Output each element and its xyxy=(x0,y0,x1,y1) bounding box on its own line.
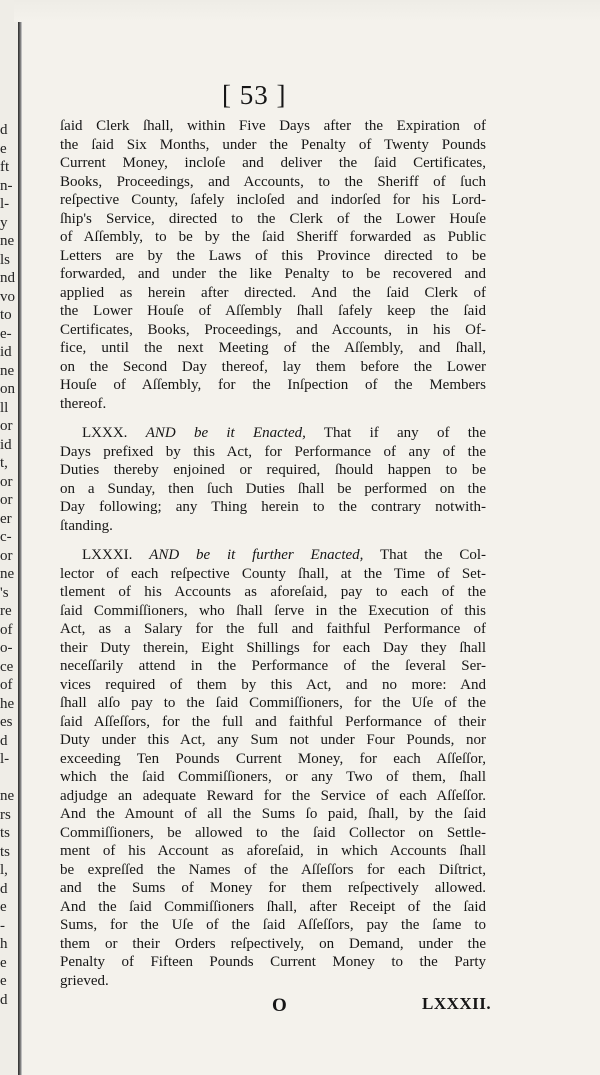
gutter-fragment: id xyxy=(0,344,12,360)
gutter-fragment: - xyxy=(0,917,5,934)
gutter-fragment: on xyxy=(0,381,15,397)
gutter-fragment: l- xyxy=(0,196,10,212)
gutter-fragment: or xyxy=(0,473,13,490)
text-line: Days prefixed by this Act, for Performance of any of the xyxy=(60,443,486,460)
section-lxxx-first-line xyxy=(60,424,486,443)
catchword: LXXXII. xyxy=(422,994,492,1013)
gutter-fragment: ft xyxy=(0,159,10,175)
text-line: forwarded, and under the like Penalty to be recovered and xyxy=(60,266,486,282)
text-line: them or their Orders reſpectively, on Demand, under the xyxy=(60,935,486,952)
text-line: ſaid Aſſeſſors, for the full and faithful Performance of their xyxy=(60,713,486,730)
text-line: on a Sunday, then ſuch Duties ſhall be performed on the xyxy=(60,480,486,497)
gutter-fragment: l, xyxy=(0,862,8,878)
text-line: Houſe of Aſſembly, for the Inſpection of the Members xyxy=(60,377,486,393)
gutter-fragment: of xyxy=(0,677,13,693)
gutter-fragment: 's xyxy=(0,584,9,601)
gutter-fragment: ts xyxy=(0,825,11,841)
section-lxxxi xyxy=(60,546,486,990)
gutter-fragment: d xyxy=(0,991,8,1008)
gutter-fragment: e xyxy=(0,973,7,989)
section-lxxx xyxy=(60,424,486,535)
gutter-fragment: o- xyxy=(0,640,13,656)
text-line: their Duty therein, Eight Shillings for each Day they ſhall xyxy=(60,639,486,656)
page-number: [ 53 ] xyxy=(222,80,287,110)
text-line: Books, Proceedings, and Accounts, to the Sheriff of ſuch xyxy=(60,173,486,190)
gutter-fragment: vo xyxy=(0,288,15,305)
gutter-fragment: rs xyxy=(0,806,11,823)
gutter-fragment: id xyxy=(0,436,12,453)
gutter-fragment: or xyxy=(0,547,13,564)
gutter-fragment: ne xyxy=(0,566,15,582)
gutter-fragment: er xyxy=(0,510,12,527)
text-line: Certificates, Books, Proceedings, and Accounts, in his Of- xyxy=(60,321,486,338)
gutter-fragment: ne xyxy=(0,233,15,249)
gutter-fragment: d xyxy=(0,732,8,749)
text-line: Day following; any Thing herein to the contrary notwith- xyxy=(60,499,486,515)
text-line: ſtanding. xyxy=(60,517,113,534)
text-line: fice, until the next Meeting of the Aſſembly, and ſhall, xyxy=(60,340,486,356)
gutter-fragment: or xyxy=(0,492,13,508)
section-lxxxi-formula: AND be it further Enacted, xyxy=(149,547,364,563)
gutter-fragment: ne xyxy=(0,362,15,379)
gutter-fragment: e xyxy=(0,899,7,915)
text-line: lector of each reſpective County ſhall, at the Time of Set- xyxy=(60,565,486,582)
text-line: And the Amount of all the Sums ſo paid, ſhall, by the ſaid xyxy=(60,806,486,822)
text-line: be expreſſed the Names of the Aſſeſſors for each Diſtrict, xyxy=(60,861,486,878)
section-lxxx-number: LXXX. xyxy=(82,425,128,441)
gutter-fragment: ne xyxy=(0,788,15,804)
gutter-fragment: t, xyxy=(0,455,8,471)
text-line: And the ſaid Commiſſioners ſhall, after Receipt of the ſaid xyxy=(60,898,486,915)
gutter-fragment: h xyxy=(0,936,8,952)
signature-mark: O xyxy=(272,995,287,1016)
text-line: thereof. xyxy=(60,395,107,412)
text-line: ſhip's Service, directed to the Clerk of the Lower Houſe xyxy=(60,210,486,227)
gutter-fragment: ls xyxy=(0,251,11,268)
gutter-fragment: of xyxy=(0,621,13,638)
text-line: tlement of his Accounts as aforeſaid, pay to each of the xyxy=(60,584,486,600)
text-line: applied as herein after directed. And the ſaid Clerk of xyxy=(60,284,486,301)
text-line: Act, as a Salary for the full and faithful Performance of xyxy=(60,621,486,637)
text-line: vices required of them by this Act, and no more: And xyxy=(60,676,486,693)
gutter-fragment: nd xyxy=(0,270,15,286)
text-line: the ſaid Six Months, under the Penalty of Twenty Pounds xyxy=(60,136,486,153)
text-line: on the Second Day thereof, lay them before the Lower xyxy=(60,358,486,375)
gutter-fragment: or xyxy=(0,418,13,434)
section-lxxxi-first-line xyxy=(60,546,486,565)
text-line: exceeding Ten Pounds Current Money, for each Aſſeſſor, xyxy=(60,750,486,767)
book-spine xyxy=(18,0,22,1075)
paragraph-continuation xyxy=(60,117,486,413)
text-line: ment of his Account as aforeſaid, in which Accounts ſhall xyxy=(60,843,486,859)
text-line: adjudge an adequate Reward for the Service of each Aſſeſſor. xyxy=(60,787,486,804)
section-lxxx-line: That if any of the xyxy=(323,425,487,441)
gutter-fragment: he xyxy=(0,695,15,712)
gutter-fragment: ll xyxy=(0,399,9,416)
gutter-fragment: to xyxy=(0,307,12,323)
text-line: ſaid Commiſſioners, who ſhall ſerve in the Execution of this xyxy=(60,602,486,619)
section-lxxxi-line: That the Col- xyxy=(379,547,487,563)
text-line: reſpective County, ſafely incloſed and indorſed for his Lord- xyxy=(60,192,486,208)
gutter-fragment: re xyxy=(0,603,12,619)
gutter-fragment: y xyxy=(0,214,8,231)
gutter-fragment: l- xyxy=(0,751,10,767)
text-line: ſhall alſo pay to the ſaid Commiſſioners, for the Uſe of the xyxy=(60,695,486,711)
text-line: ſaid Clerk ſhall, within Five Days after the Expiration of xyxy=(60,118,486,134)
page-top-edge xyxy=(14,0,600,22)
gutter-fragment: c- xyxy=(0,529,12,545)
text-line: of Aſſembly, to be by the ſaid Sheriff forwarded as Public xyxy=(60,229,486,245)
text-line: Duty under this Act, any Sum not under Four Pounds, nor xyxy=(60,732,486,748)
text-line: Commiſſioners, be allowed to the ſaid Collector on Settle- xyxy=(60,824,486,841)
gutter-fragment: es xyxy=(0,714,13,730)
text-line: and the Sums of Money for them reſpectively allowed. xyxy=(60,880,486,896)
text-line: Current Money, incloſe and deliver the ſaid Certificates, xyxy=(60,155,486,171)
text-line: Penalty of Fifteen Pounds Current Money to the Party xyxy=(60,954,486,970)
gutter-fragment: e- xyxy=(0,325,12,342)
text-line: Duties thereby enjoined or required, ſhould happen to be xyxy=(60,462,486,478)
text-line: neceſſarily attend in the Performance of the ſeveral Ser- xyxy=(60,658,486,674)
section-lxxx-formula: AND be it Enacted, xyxy=(145,425,306,441)
text-line: Letters are by the Laws of this Province directed to be xyxy=(60,247,486,264)
gutter-fragment: d xyxy=(0,880,8,897)
gutter-fragment: ts xyxy=(0,843,11,860)
text-line: grieved. xyxy=(60,972,109,989)
gutter-fragment: d xyxy=(0,122,8,138)
gutter-fragment: n- xyxy=(0,177,13,194)
gutter-fragment: ce xyxy=(0,658,14,675)
gutter-fragment: e xyxy=(0,954,7,971)
text-line: which the ſaid Commiſſioners, or any Two of them, ſhall xyxy=(60,769,486,785)
section-lxxxi-number: LXXXI. xyxy=(82,547,133,563)
text-line: the Lower Houſe of Aſſembly ſhall ſafely keep the ſaid xyxy=(60,303,486,319)
text-line: Sums, for the Uſe of the ſaid Aſſeſſors, pay the ſame to xyxy=(60,917,486,933)
gutter-fragment: e xyxy=(0,140,7,157)
